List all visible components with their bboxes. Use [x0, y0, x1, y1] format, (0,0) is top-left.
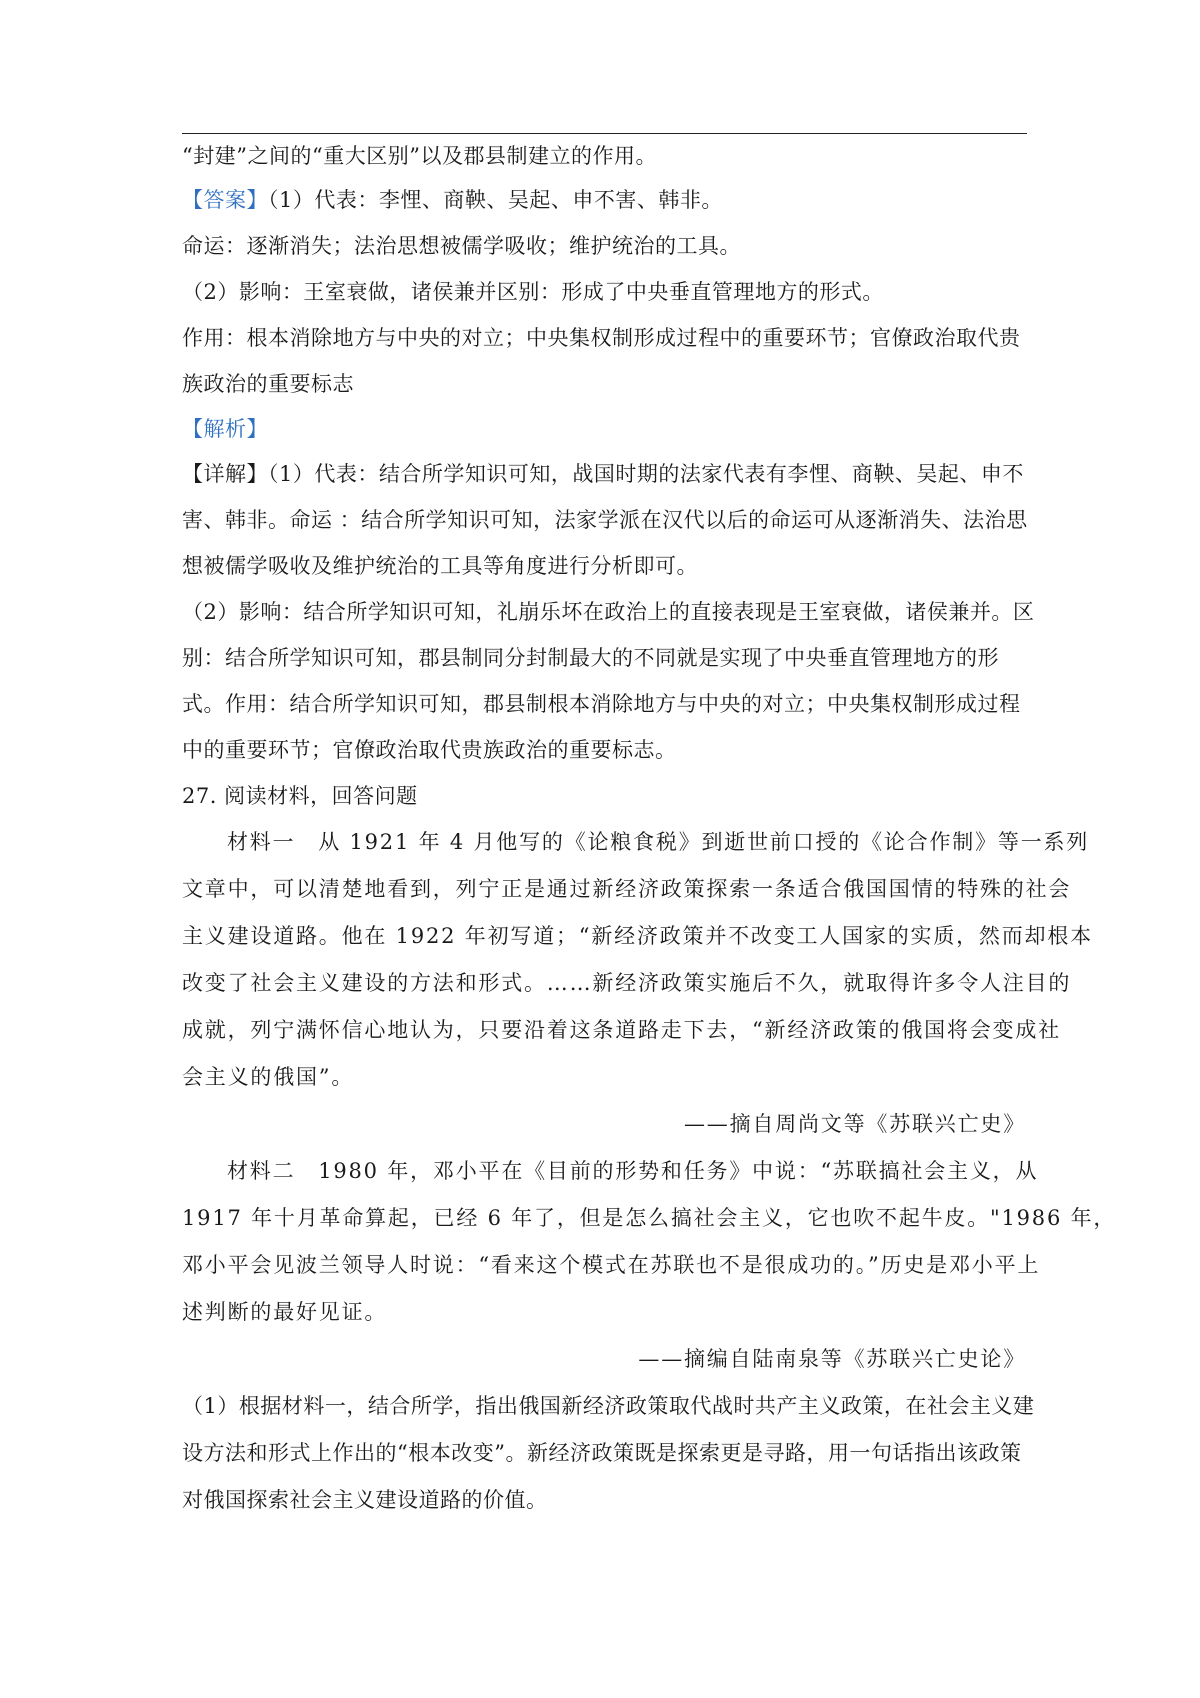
- material-line: 材料一 从 1921 年 4 月他写的《论粮食税》到逝世前口授的《论合作制》等一系列: [227, 830, 1090, 854]
- material-line: 文章中，可以清楚地看到，列宁正是通过新经济政策探索一条适合俄国国情的特殊的社会: [182, 877, 1072, 901]
- text-line: 族政治的重要标志: [182, 372, 354, 396]
- text-line: 作用：根本消除地方与中央的对立；中央集权制形成过程中的重要环节；官僚政治取代贵: [182, 326, 1021, 350]
- question-heading: 27. 阅读材料，回答问题: [182, 784, 418, 808]
- text-line: 害、韩非。命运 ：结合所学知识可知，法家学派在汉代以后的命运可从逐渐消失、法治思: [182, 508, 1028, 532]
- header-rule: [182, 133, 1027, 134]
- material-source: ——摘编自陆南泉等《苏联兴亡史论》: [638, 1347, 1026, 1371]
- subquestion-line: 对俄国探索社会主义建设道路的价值。: [182, 1488, 548, 1512]
- material-line: 改变了社会主义建设的方法和形式。……新经济政策实施后不久，就取得许多令人注目的: [182, 971, 1072, 995]
- subquestion-line: 设方法和形式上作出的“根本改变”。新经济政策既是探索更是寻路，用一句话指出该政策: [182, 1441, 1022, 1465]
- text-line: 想被儒学吸收及维护统治的工具等角度进行分析即可。: [182, 554, 698, 578]
- text-line: （2）影响：结合所学知识可知，礼崩乐坏在政治上的直接表现是王室衰做，诸侯兼并。区: [182, 600, 1035, 624]
- material-line: 主义建设道路。他在 1922 年初写道；“新经济政策并不改变工人国家的实质，然而却根本: [182, 924, 1093, 948]
- analysis-tag: 【解析】: [182, 417, 268, 441]
- text-line: 式。作用：结合所学知识可知，郡县制根本消除地方与中央的对立；中央集权制形成过程: [182, 692, 1021, 716]
- answer-text: （1）代表：李悝、商鞅、吴起、申不害、韩非。: [268, 188, 723, 212]
- text-line: 【详解】（1）代表：结合所学知识可知，战国时期的法家代表有李悝、商鞅、吴起、申不: [182, 462, 1024, 486]
- material-line: 邓小平会见波兰领导人时说：“看来这个模式在苏联也不是很成功的。”历史是邓小平上: [182, 1253, 1041, 1277]
- text-line: 别：结合所学知识可知，郡县制同分封制最大的不同就是实现了中央垂直管理地方的形: [182, 646, 999, 670]
- answer-line: [182, 186, 723, 214]
- text-line: “封建”之间的“重大区别”以及郡县制建立的作用。: [182, 144, 657, 168]
- material-line: 述判断的最好见证。: [182, 1300, 388, 1324]
- material-line: 材料二 1980 年，邓小平在《目前的形势和任务》中说：“苏联搞社会主义，从: [227, 1159, 1039, 1183]
- material-line: 会主义的俄国”。: [182, 1065, 355, 1089]
- text-line: 命运：逐渐消失；法治思想被儒学吸收；维护统治的工具。: [182, 234, 741, 258]
- text-line: 中的重要环节；官僚政治取代贵族政治的重要标志。: [182, 738, 677, 762]
- material-line: 成就，列宁满怀信心地认为，只要沿着这条道路走下去，“新经济政策的俄国将会变成社: [182, 1018, 1061, 1042]
- answer-tag: 【答案】: [182, 188, 268, 212]
- material-source: ——摘自周尚文等《苏联兴亡史》: [684, 1112, 1026, 1136]
- subquestion-line: （1）根据材料一，结合所学，指出俄国新经济政策取代战时共产主义政策，在社会主义建: [182, 1394, 1035, 1418]
- text-line: （2）影响：王室衰做，诸侯兼并区别：形成了中央垂直管理地方的形式。: [182, 280, 884, 304]
- material-line: 1917 年十月革命算起，已经 6 年了，但是怎么搞社会主义，它也吹不起牛皮。"1986 年，: [182, 1206, 1117, 1230]
